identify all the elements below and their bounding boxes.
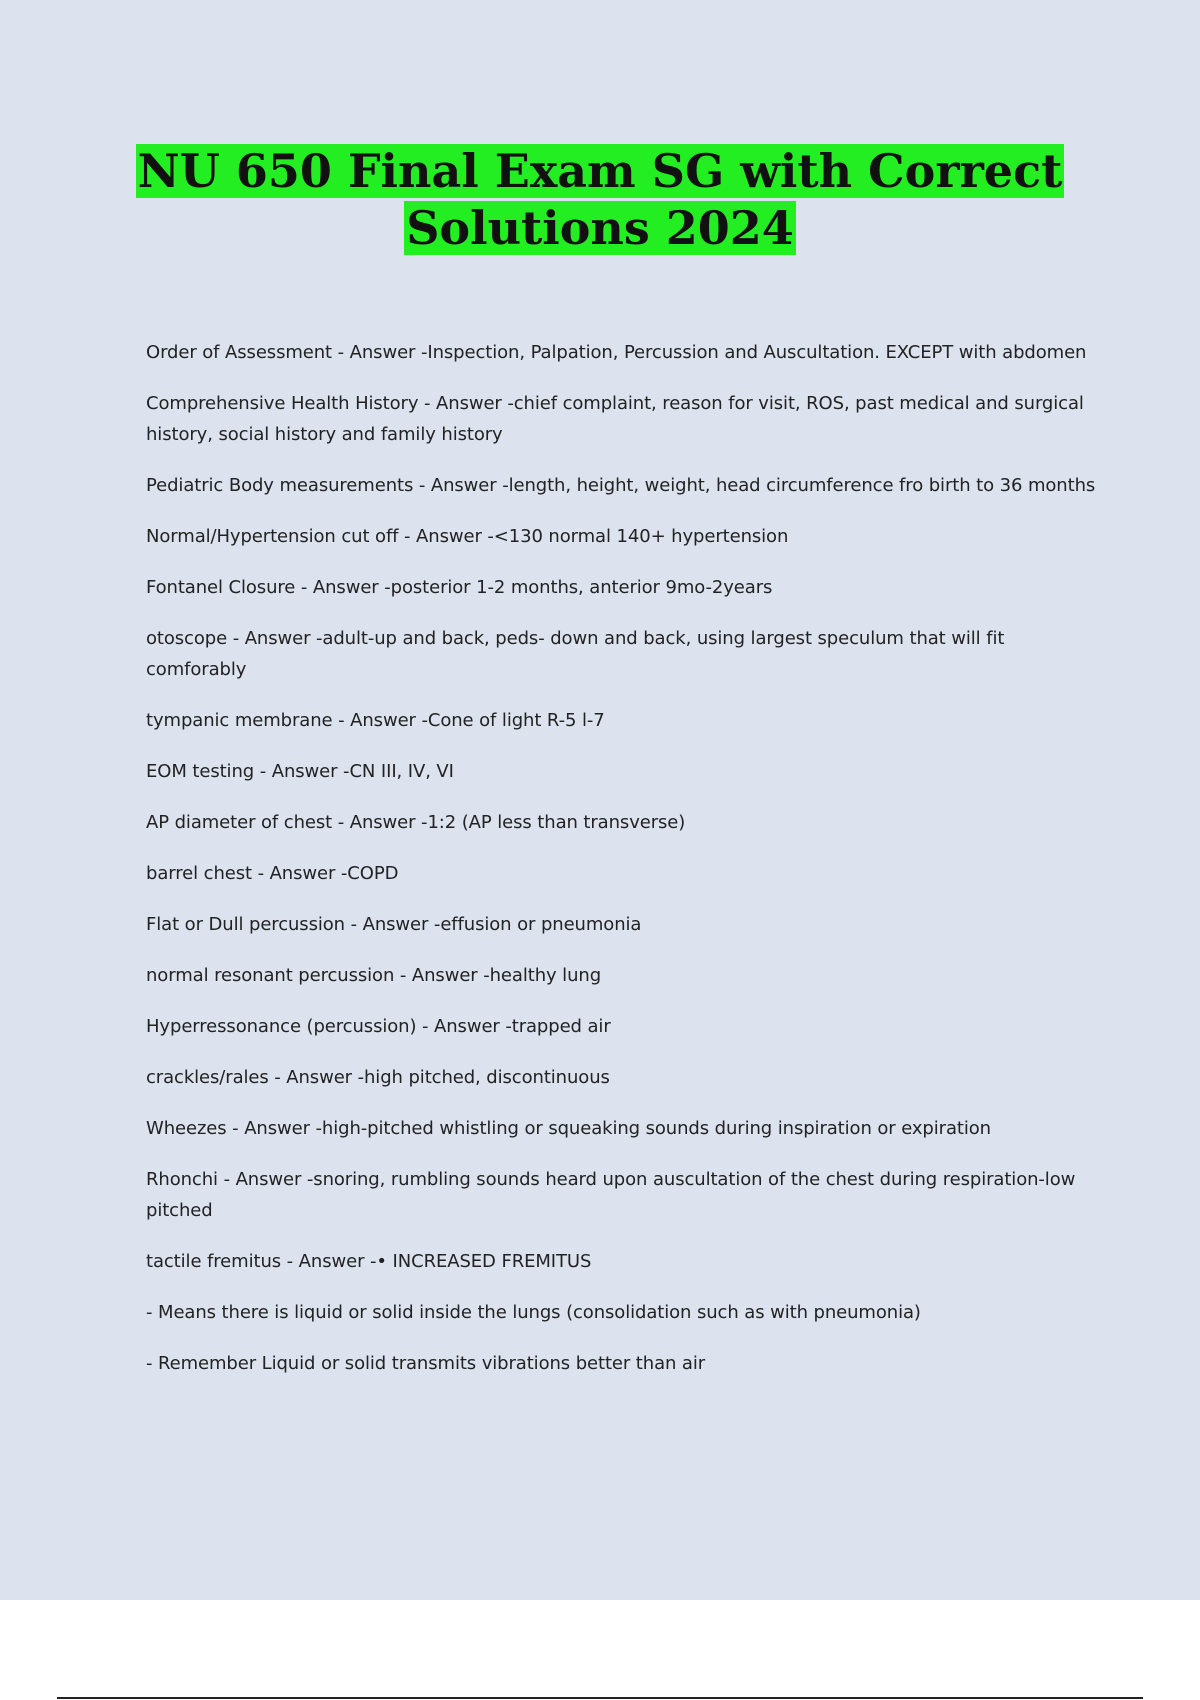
- qa-entry-order-of-assessment: Order of Assessment - Answer -Inspection, Palpation, Percussion and Auscultation. EXCEPT with abdomen: [146, 342, 1087, 363]
- qa-entry-tactile-fremitus: tactile fremitus - Answer -• INCREASED FREMITUS: [146, 1251, 592, 1272]
- qa-entry-pediatric-body-measurements: Pediatric Body measurements - Answer -length, height, weight, head circumference fro birth to 36 months: [146, 475, 1096, 496]
- qa-entry-normal-resonant-percussion: normal resonant percussion - Answer -healthy lung: [146, 965, 602, 986]
- qa-entry-crackles-rales: crackles/rales - Answer -high pitched, discontinuous: [146, 1067, 610, 1088]
- qa-list: [146, 337, 1106, 1399]
- qa-entry-wheezes: Wheezes - Answer -high-pitched whistling or squeaking sounds during inspiration or expiration: [146, 1118, 991, 1139]
- title-line-1: NU 650 Final Exam SG with Correct: [137, 144, 1063, 198]
- qa-entry-fontanel-closure: Fontanel Closure - Answer -posterior 1-2 months, anterior 9mo-2years: [146, 577, 773, 598]
- qa-entry-comprehensive-health-history: Comprehensive Health History - Answer -chief complaint, reason for visit, ROS, past medical and surgical history, social history and family history: [146, 393, 1084, 445]
- title-line-2: Solutions 2024: [406, 201, 794, 255]
- qa-entry-flat-dull-percussion: Flat or Dull percussion - Answer -effusion or pneumonia: [146, 914, 642, 935]
- qa-entry-eom-testing: EOM testing - Answer -CN III, IV, VI: [146, 761, 454, 782]
- qa-entry-ap-diameter: AP diameter of chest - Answer -1:2 (AP less than transverse): [146, 812, 686, 833]
- qa-entry-rhonchi: Rhonchi - Answer -snoring, rumbling sounds heard upon auscultation of the chest during respiration-low pitched: [146, 1169, 1076, 1221]
- qa-entry-tympanic-membrane: tympanic membrane - Answer -Cone of light R-5 l-7: [146, 710, 605, 731]
- footer-divider: [57, 1697, 1143, 1699]
- document-title: [0, 143, 1200, 257]
- qa-entry-hyperresonance: Hyperressonance (percussion) - Answer -trapped air: [146, 1016, 611, 1037]
- qa-entry-fremitus-note-1: - Means there is liquid or solid inside the lungs (consolidation such as with pneumonia): [146, 1302, 921, 1323]
- qa-entry-hypertension-cut-off: Normal/Hypertension cut off - Answer -<130 normal 140+ hypertension: [146, 526, 789, 547]
- qa-entry-otoscope: otoscope - Answer -adult-up and back, peds- down and back, using largest speculum that will fit comforably: [146, 628, 1005, 680]
- qa-entry-barrel-chest: barrel chest - Answer -COPD: [146, 863, 399, 884]
- qa-entry-fremitus-note-2: - Remember Liquid or solid transmits vibrations better than air: [146, 1353, 706, 1374]
